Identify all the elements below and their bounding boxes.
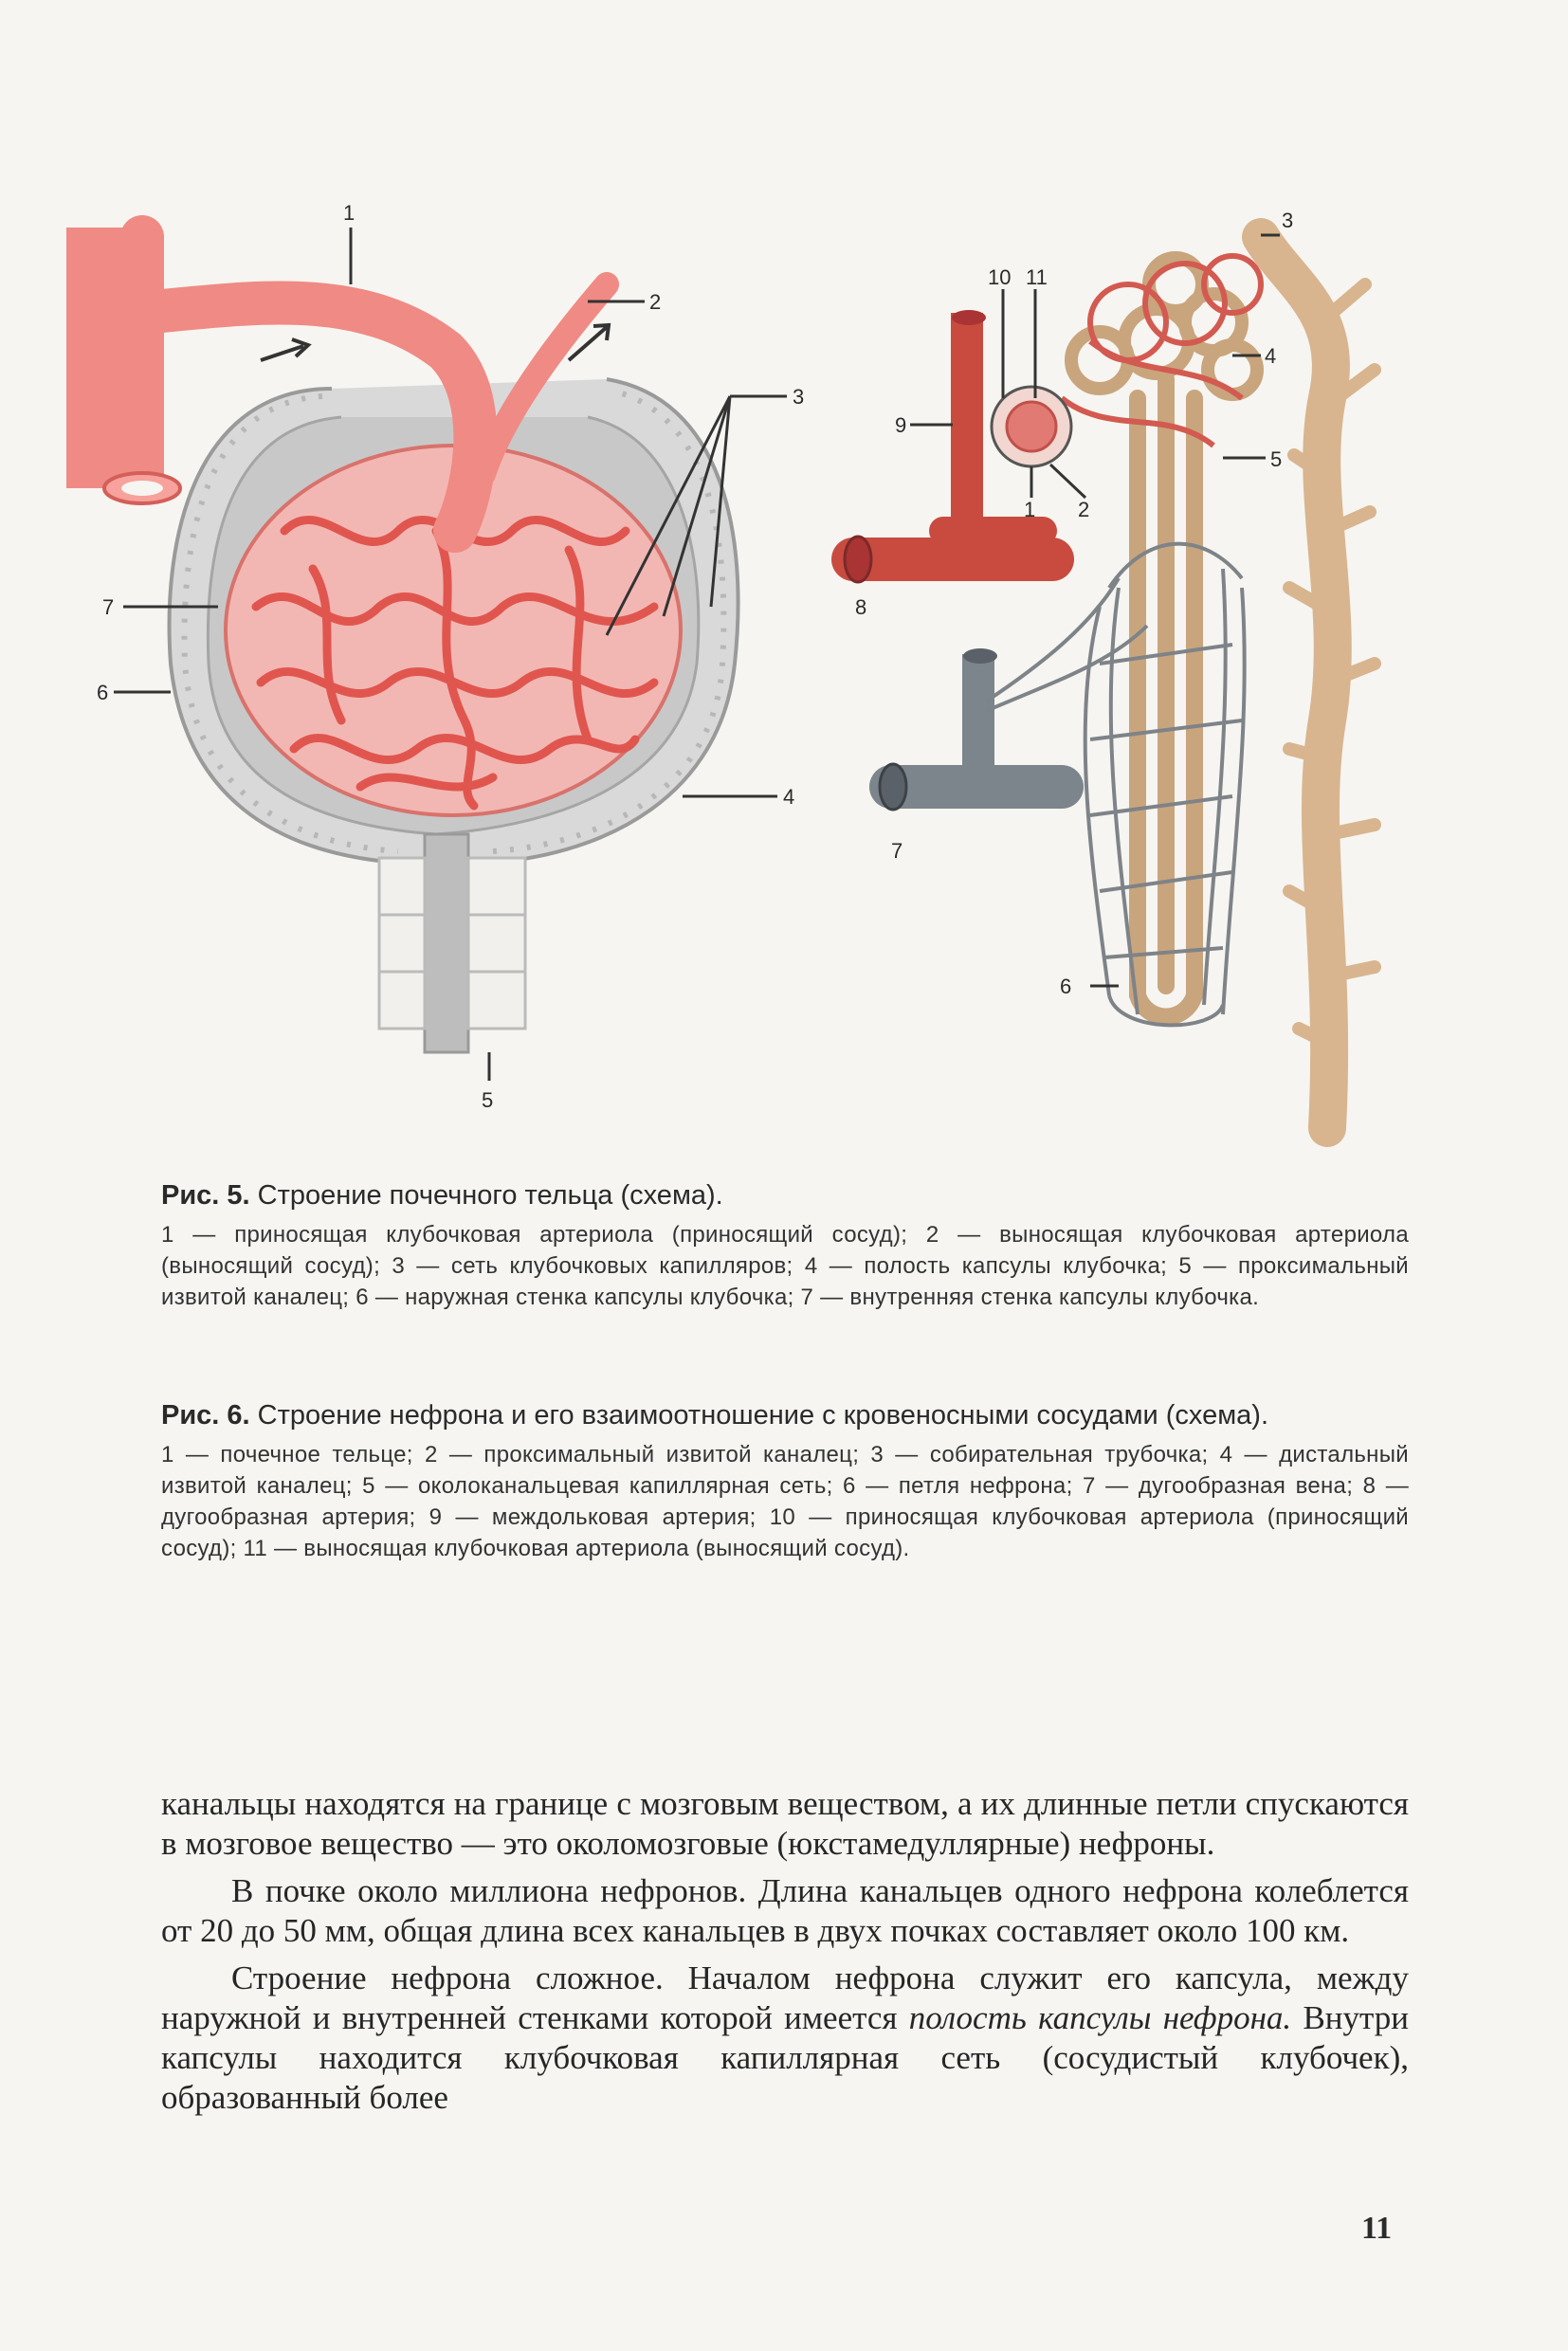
body-paragraph-3-italic: полость капсулы нефрона. (908, 1999, 1292, 2036)
figure6-diagram (845, 209, 1375, 1128)
body-text (161, 1784, 1409, 2125)
fig6-label-9: 9 (895, 413, 907, 437)
fig6-label-11: 11 (1026, 265, 1048, 289)
figure6-caption-title-text: Строение нефрона и его взаимоотношение с кровеносными сосудами (схема). (257, 1400, 1269, 1431)
body-paragraph-2: В почке около миллиона нефронов. Длина канальцев одного нефрона колеблется от 20 до 50 мм, общая длина всех канальцев в двух почках составляет около 100 км. (161, 1872, 1409, 1949)
fig5-label-1: 1 (343, 201, 356, 225)
figure5-caption (161, 1177, 1409, 1313)
fig6-label-6: 6 (1060, 975, 1072, 998)
figure6-caption-prefix: Рис. 6. (161, 1400, 250, 1431)
fig5-label-6: 6 (97, 681, 109, 704)
figure5-diagram (97, 201, 804, 1112)
figure6-caption-title (161, 1397, 1409, 1433)
fig5-label-2: 2 (649, 290, 662, 314)
figure5-caption-title (161, 1177, 1409, 1213)
fig6-label-1: 1 (1024, 498, 1036, 521)
body-paragraph-1: канальцы находятся на границе с мозговым веществом, а их длинные петли спускаются в мозговое вещество — это околомозговые (юкстамедуллярные) нефроны. (161, 1785, 1409, 1862)
fig5-label-7: 7 (102, 595, 115, 619)
body-paragraph-3-start: Строение нефрона сложное. Началом нефрона служит его капсула, между наружной и внутренней стенками которой имеется (161, 1959, 1409, 2036)
figure5-caption-title-text: Строение почечного тельца (схема). (257, 1180, 723, 1211)
figure6-caption (161, 1397, 1409, 1564)
fig6-label-10: 10 (988, 265, 1012, 289)
fig6-label-3: 3 (1282, 209, 1294, 232)
fig6-label-2: 2 (1078, 498, 1090, 521)
fig5-label-4: 4 (783, 785, 795, 809)
page-number: 11 (1361, 2211, 1393, 2246)
figure5-caption-prefix: Рис. 5. (161, 1180, 250, 1211)
body-paragraph-3 (161, 1959, 1409, 2118)
fig6-label-4: 4 (1265, 344, 1277, 368)
figure5-caption-text: 1 — приносящая клубочковая артериола (приносящий сосуд); 2 — выносящая клубочковая артериола (выносящий сосуд); 3 — сеть клубочковых капилляров; 4 — полость капсулы клубочка; 5 — проксимальный извитой каналец; 6 — наружная стенка капсулы клубочка; 7 — внутренняя стенка капсулы клубочка. (161, 1222, 1409, 1310)
fig5-label-5: 5 (482, 1088, 494, 1112)
fig6-label-7: 7 (891, 839, 903, 863)
fig5-label-3: 3 (793, 385, 805, 409)
fig6-label-5: 5 (1270, 447, 1283, 471)
figure6-caption-text: 1 — почечное тельце; 2 — проксимальный извитой каналец; 3 — собирательная трубочка; 4 — дистальный извитой каналец; 5 — околоканальцевая капиллярная сеть; 6 — петля нефрона; 7 — дугообразная вена; 8 — дугообразная артерия; 9 — междольковая артерия; 10 — приносящая клубочковая артериола (приносящий сосуд); 11 — выносящая клубочковая артериола (выносящий сосуд). (161, 1442, 1409, 1561)
body-paragraph-3-end: Внутри капсулы находится клубочковая капиллярная сеть (сосудистый клубочек), образованный более (161, 1999, 1409, 2116)
fig6-label-8: 8 (855, 595, 867, 619)
